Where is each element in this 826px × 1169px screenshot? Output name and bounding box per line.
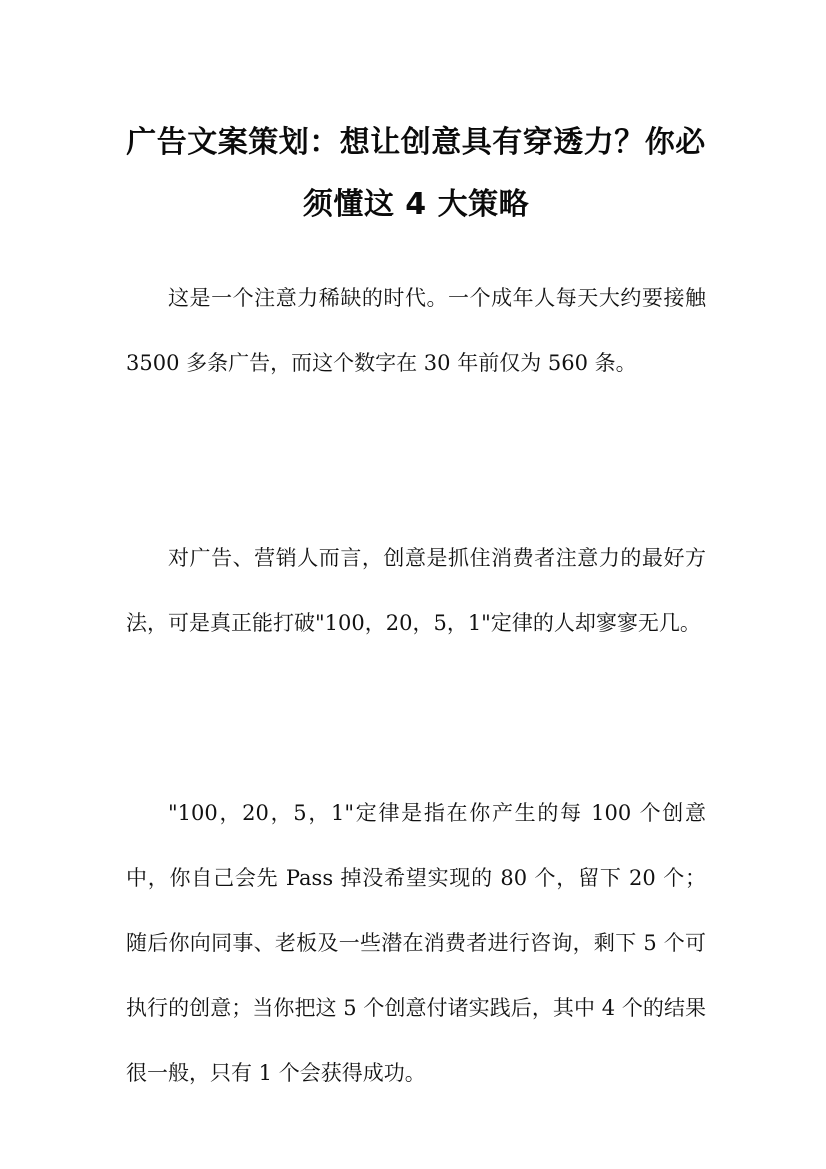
document-body bbox=[126, 236, 706, 1106]
paragraph: 这是一个注意力稀缺的时代。一个成年人每天大约要接触 3500 多条广告，而这个数字在 30 年前仅为 560 条。 bbox=[126, 286, 706, 375]
paragraph-spacer bbox=[126, 396, 706, 526]
page-title: 广告文案策划：想让创意具有穿透力？你必须懂这 4 大策略 bbox=[126, 125, 706, 222]
paragraph-spacer bbox=[126, 656, 706, 781]
paragraph: "100，20，5，1"定律是指在你产生的每 100 个创意中，你自己会先 Pass 掉没希望实现的 80 个，留下 20 个；随后你向同事、老板及一些潜在消费者进行咨询，剩下 5 个可执行的创意；当你把这 5 个创意付诸实践后，其中 4 个的结果很一般，只有 1 个会获得成功。 bbox=[126, 801, 706, 1085]
paragraph: 对广告、营销人而言，创意是抓住消费者注意力的最好方法，可是真正能打破"100，20，5，1"定律的人却寥寥无几。 bbox=[126, 546, 706, 635]
page-content bbox=[126, 0, 706, 1106]
